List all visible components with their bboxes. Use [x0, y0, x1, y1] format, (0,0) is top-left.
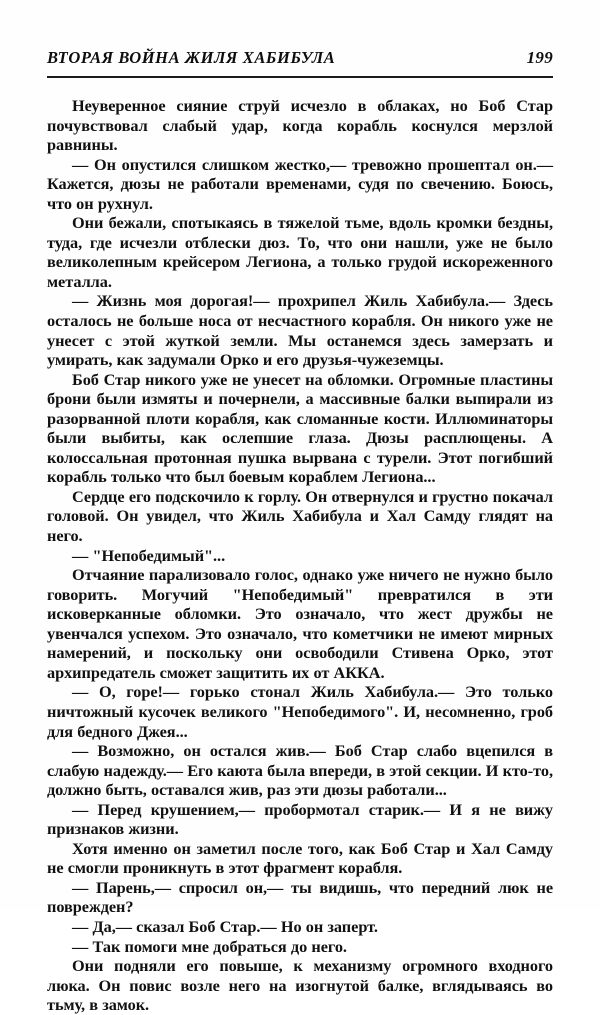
body-paragraph: Отчаяние парализовало голос, однако уже ничего не нужно было говорить. Могучий "Непобедимый" превратился в эти исковерканные обломки. Это означало, что жест дружбы не увенчался успехом. Это означало, что кометчики не имеют мирных намерений, и поскольку они освободили Стивена Орко, этот архипредатель сможет защитить их от АККА. — [47, 565, 553, 682]
body-text-block — [47, 96, 553, 1015]
body-paragraph: Боб Стар никого уже не унесет на обломки. Огромные пластины брони были измяты и почернели, а массивные балки выпирали из разорванной плоти корабля, как сломанные кости. Иллюминаторы были выбиты, как ослепшие глаза. Дюзы расплющены. А колоссальная протонная пушка вырвана с турели. Этот погибший корабль только что был боевым кораблем Легиона... — [47, 369, 553, 487]
running-head-title: ВТОРАЯ ВОЙНА ЖИЛЯ ХАБИБУЛА — [47, 48, 336, 67]
body-paragraph: Неуверенное сияние струй исчезло в облаках, но Боб Стар почувствовал слабый удар, когда корабль коснулся мерзлой равнины. — [47, 96, 553, 155]
body-paragraph: — Перед крушением,— пробормотал старик.— И я не вижу признаков жизни. — [47, 799, 553, 839]
body-paragraph: — О, горе!— горько стонал Жиль Хабибула.— Это только ничтожный кусочек великого "Непобедимого". И, несомненно, гроб для бедного Джея... — [47, 682, 553, 741]
body-paragraph: — Так помоги мне добраться до него. — [72, 936, 347, 956]
body-paragraph: — Возможно, он остался жив.— Боб Стар слабо вцепился в слабую надежду.— Его каюта была впереди, в этой секции. И кто-то, должно быть, оставался жив, раз эти дюзы работали... — [47, 741, 553, 800]
running-head-rule — [47, 76, 553, 78]
body-paragraph: — Парень,— спросил он,— ты видишь, что передний люк не поврежден? — [47, 877, 553, 917]
body-paragraph: — Он опустился слишком жестко,— тревожно прошептал он.— Кажется, дюзы не работали временами, судя по свечению. Боюсь, что он рухнул. — [47, 154, 553, 213]
body-paragraph: — Жизнь моя дорогая!— прохрипел Жиль Хабибула.— Здесь осталось не больше носа от несчастного корабля. Он никого уже не унесет с этой жуткой земли. Мы останемся здесь замерзать и умирать, как задумали Орко и его друзья-чужеземцы. — [47, 291, 553, 370]
running-head — [47, 48, 553, 68]
body-paragraph: Они подняли его повыше, к механизму огромного входного люка. Он повис возле него на изогнутой балке, вглядываясь во тьму, в замок. — [47, 956, 553, 1015]
body-paragraph: Они бежали, спотыкаясь в тяжелой тьме, вдоль кромки бездны, туда, где исчезли отблески дюз. То, что они нашли, уже не было великолепным крейсером Легиона, а только грудой искореженного металла. — [47, 213, 553, 291]
body-paragraph: Хотя именно он заметил после того, как Боб Стар и Хал Самду не смогли проникнуть в этот фрагмент корабля. — [47, 838, 553, 878]
body-paragraph: — Да,— сказал Боб Стар.— Но он заперт. — [72, 916, 378, 936]
body-paragraph: Сердце его подскочило к горлу. Он отвернулся и грустно покачал головой. Он увидел, что Жиль Хабибула и Хал Самду глядят на него. — [47, 486, 553, 546]
body-paragraph: — "Непобедимый"... — [72, 545, 226, 565]
page-number: 199 — [526, 48, 553, 67]
